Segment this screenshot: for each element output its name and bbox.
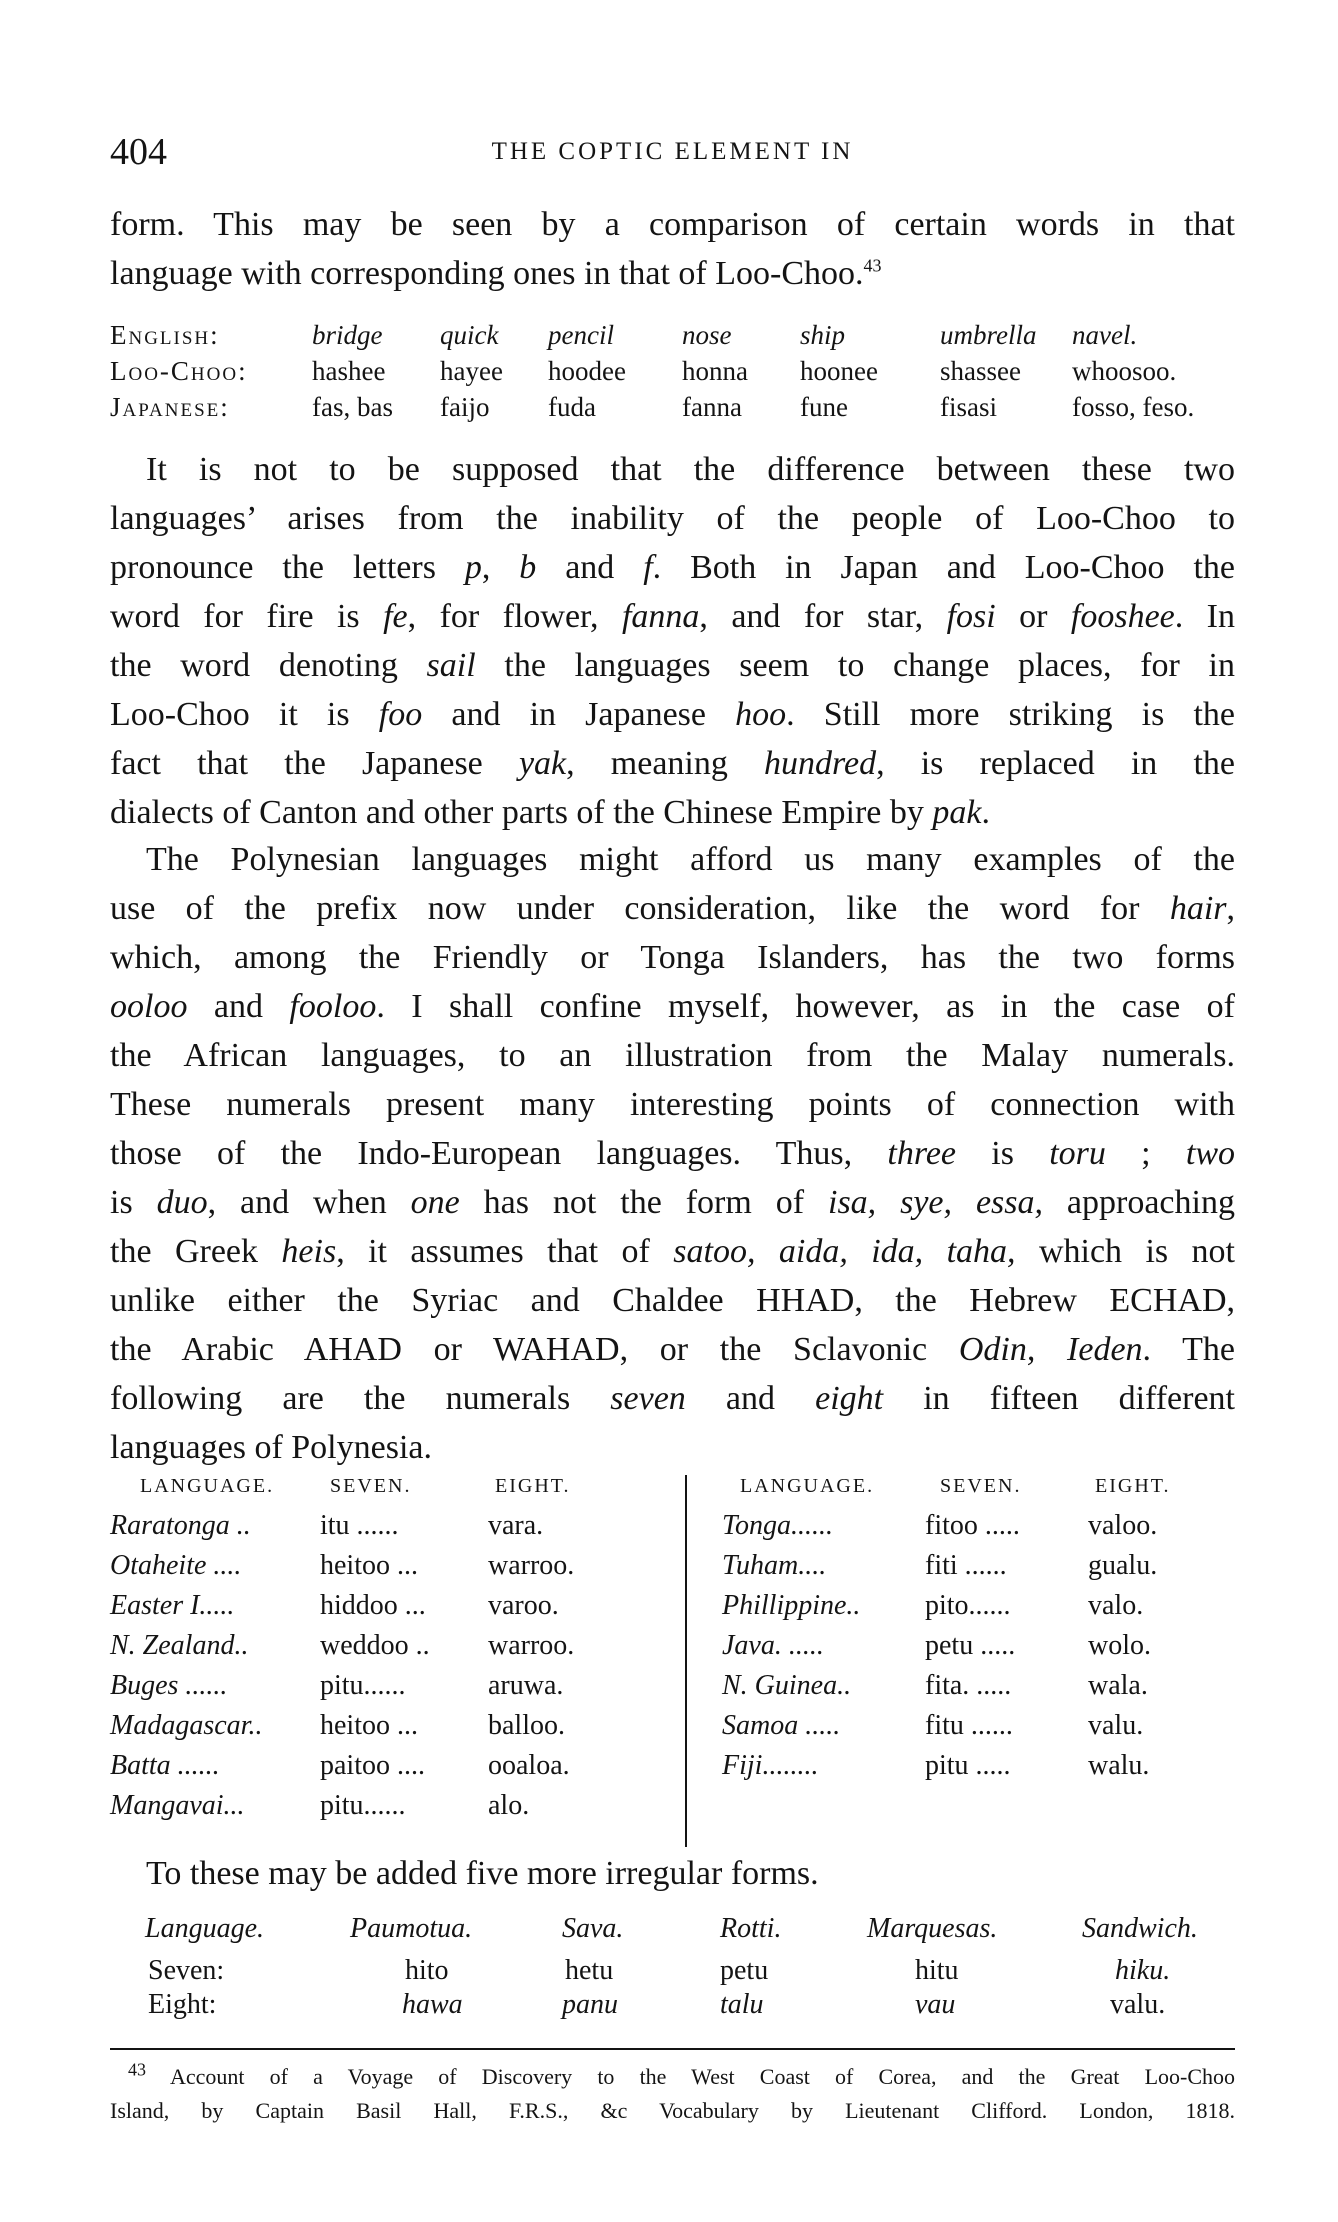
seven-value: pitu...... <box>320 1670 406 1701</box>
word: fune <box>800 392 848 422</box>
column-divider <box>685 1475 687 1847</box>
column-header-eight: EIGHT. <box>1095 1475 1171 1497</box>
word: faijo <box>440 392 490 422</box>
word: shassee <box>940 356 1021 386</box>
word: fosso, feso. <box>1072 392 1195 422</box>
language-name: Otaheite .... <box>110 1550 242 1581</box>
seven-value: hito <box>405 1955 449 1986</box>
eight-value: varoo. <box>488 1590 559 1621</box>
language-name: Mangavai... <box>110 1790 245 1821</box>
seven-value: pitu...... <box>320 1790 406 1821</box>
column-header-language: LANGUAGE. <box>740 1475 875 1497</box>
italic-term: duo <box>156 1184 208 1221</box>
word: hashee <box>312 356 386 386</box>
text-line <box>110 739 1235 788</box>
text-line: form. This may be seen by a comparison of certain words in that <box>110 206 1235 243</box>
row-label: Seven: <box>148 1955 225 1986</box>
seven-value: fitu ...... <box>925 1710 1013 1741</box>
text-line: languages’ arises from the inability of the people of Loo-Choo to <box>110 500 1235 537</box>
seven-value: weddoo .. <box>320 1630 430 1661</box>
italic-term: fooloo <box>289 988 377 1025</box>
footnote-line <box>110 2060 1235 2094</box>
footnote-ref: 43 <box>863 255 882 276</box>
row-label: Eight: <box>148 1989 217 2020</box>
text-segment: fact that the Japanese <box>110 745 519 782</box>
text-segment: . Both in Japan and Loo-Choo the <box>652 549 1236 586</box>
eight-value: valoo. <box>1088 1510 1158 1541</box>
column-header-language: LANGUAGE. <box>140 1475 275 1497</box>
word: fanna <box>682 392 742 422</box>
text-line: The Polynesian languages might afford us many examples of the <box>146 841 1235 878</box>
column-header-eight: EIGHT. <box>495 1475 571 1497</box>
column-header-seven: SEVEN. <box>940 1475 1022 1497</box>
text-line: which, among the Friendly or Tonga Islanders, has the two forms <box>110 939 1235 976</box>
intro-paragraph <box>110 200 1235 298</box>
eight-value: panu <box>562 1989 618 2020</box>
text-segment: , <box>481 549 520 586</box>
eight-value: ooaloa. <box>488 1750 570 1781</box>
italic-term: heis <box>281 1233 337 1270</box>
row-label: Loo-Choo: <box>110 356 248 386</box>
text-segment: those of the Indo-European languages. Thus, <box>110 1135 888 1172</box>
word: fisasi <box>940 392 997 422</box>
language-name: N. Zealand.. <box>110 1630 249 1661</box>
text-segment: . Still more striking is the <box>786 696 1235 733</box>
seven-value: hiku. <box>1115 1955 1171 1986</box>
text-segment: , and for star, <box>699 598 947 635</box>
word: hoodee <box>548 356 626 386</box>
comparison-row-english <box>110 320 1235 356</box>
text-segment: the Greek <box>110 1233 282 1270</box>
text-segment: ; <box>1105 1135 1186 1172</box>
eight-value: gualu. <box>1088 1550 1158 1581</box>
seven-value: paitoo .... <box>320 1750 425 1781</box>
language-name: N. Guinea.. <box>722 1670 852 1701</box>
italic-term: satoo, aida, ida, taha, <box>673 1233 1016 1270</box>
eight-value: warroo. <box>488 1630 575 1661</box>
eight-value: valu. <box>1088 1710 1144 1741</box>
text-segment: , for flower, <box>407 598 622 635</box>
italic-term: hoo <box>735 696 787 733</box>
word: nose <box>682 320 732 350</box>
seven-value: heitoo ... <box>320 1550 418 1581</box>
eight-value: talu <box>720 1989 764 2020</box>
text-segment: , it assumes that of <box>336 1233 674 1270</box>
language-name: Buges ...... <box>110 1670 228 1701</box>
text-segment: has not the form of <box>459 1184 828 1221</box>
text-line <box>110 592 1235 641</box>
page-header <box>110 130 1235 173</box>
text-segment: approaching <box>1043 1184 1235 1221</box>
seven-value: fitoo ..... <box>925 1510 1020 1541</box>
text-segment: Account of a Voyage of Discovery to the West Coast of Corea, and the Great Loo-Choo <box>169 2064 1236 2089</box>
text-line <box>110 1129 1235 1178</box>
italic-term: three <box>887 1135 957 1172</box>
text-line <box>110 1178 1235 1227</box>
text-segment: . <box>981 794 990 831</box>
column-header: Paumotua. <box>350 1913 473 1944</box>
eight-value: hawa <box>402 1989 463 2020</box>
seven-value: petu ..... <box>925 1630 1016 1661</box>
text-segment: , meaning <box>566 745 765 782</box>
seven-value: hiddoo ... <box>320 1590 426 1621</box>
italic-term: seven <box>610 1380 686 1417</box>
seven-value: itu ...... <box>320 1510 399 1541</box>
italic-term: foo <box>378 696 423 733</box>
text-segment: , and when <box>207 1184 411 1221</box>
text-line: the African languages, to an illustration from the Malay numerals. <box>110 1037 1235 1074</box>
irregular-forms-intro: To these may be added five more irregular forms. <box>146 1855 819 1892</box>
italic-term: yak <box>518 745 567 782</box>
text-line <box>110 690 1235 739</box>
text-line: It is not to be supposed that the difference between these two <box>146 451 1235 488</box>
text-segment: following are the numerals <box>110 1380 611 1417</box>
eight-value: walu. <box>1088 1750 1150 1781</box>
text-segment: the languages seem to change places, for in <box>475 647 1235 684</box>
text-line: languages of Polynesia. <box>110 1429 432 1466</box>
word: quick <box>440 320 499 350</box>
seven-value: heitoo ... <box>320 1710 418 1741</box>
language-name: Madagascar.. <box>110 1710 263 1741</box>
italic-term: hair <box>1169 890 1227 927</box>
seven-value: hetu <box>565 1955 614 1986</box>
column-header: Sava. <box>562 1913 624 1944</box>
language-name: Tuham.... <box>722 1550 827 1581</box>
word: whoosoo. <box>1072 356 1177 386</box>
word: hayee <box>440 356 503 386</box>
seven-value: pito...... <box>925 1590 1011 1621</box>
paragraph-polynesian <box>110 835 1235 1472</box>
word: umbrella <box>940 320 1037 350</box>
italic-term: sail <box>426 647 476 684</box>
italic-term: ooloo <box>110 988 188 1025</box>
language-name: Phillippine.. <box>722 1590 861 1621</box>
italic-term: hundred <box>764 745 877 782</box>
language-name: Batta ...... <box>110 1750 220 1781</box>
word: ship <box>800 320 846 350</box>
word: navel. <box>1072 320 1138 350</box>
italic-term: fanna <box>621 598 700 635</box>
eight-value: wolo. <box>1088 1630 1151 1661</box>
footnote <box>110 2060 1235 2128</box>
column-header: Marquesas. <box>867 1913 998 1944</box>
text-segment: is <box>110 1184 157 1221</box>
running-title: THE COPTIC ELEMENT IN <box>491 138 854 165</box>
text-line <box>110 1227 1235 1276</box>
text-line <box>110 884 1235 933</box>
text-line <box>110 788 1235 837</box>
text-line: These numerals present many interesting points of connection with <box>110 1086 1235 1123</box>
text-line <box>110 1374 1235 1423</box>
word: honna <box>682 356 748 386</box>
text-line <box>110 641 1235 690</box>
row-label: English: <box>110 320 220 350</box>
italic-term: b <box>519 549 537 586</box>
text-segment: or <box>995 598 1071 635</box>
language-name: Java. ..... <box>722 1630 824 1661</box>
italic-term: Odin, Ieden <box>958 1331 1143 1368</box>
eight-value: vara. <box>488 1510 544 1541</box>
footnote-number: 43 <box>128 2059 146 2080</box>
text-segment: the word denoting <box>110 647 427 684</box>
italic-term: eight <box>815 1380 884 1417</box>
text-segment: use of the prefix now under consideration, like the word for <box>110 890 1170 927</box>
column-header-seven: SEVEN. <box>330 1475 412 1497</box>
text-segment: and <box>187 988 290 1025</box>
text-segment: , is replaced in the <box>876 745 1236 782</box>
italic-term: pak <box>932 794 982 831</box>
text-line <box>110 249 1235 298</box>
language-name: Raratonga .. <box>110 1510 251 1541</box>
text-segment: which is not <box>1015 1233 1235 1270</box>
eight-value: warroo. <box>488 1550 575 1581</box>
page-number: 404 <box>110 131 167 173</box>
eight-value: wala. <box>1088 1670 1148 1701</box>
seven-value: petu <box>720 1955 769 1986</box>
eight-value: aruwa. <box>488 1670 564 1701</box>
eight-value: valu. <box>1110 1989 1166 2020</box>
italic-term: fosi <box>946 598 996 635</box>
language-name: Easter I..... <box>110 1590 235 1621</box>
seven-value: fiti ...... <box>925 1550 1007 1581</box>
comparison-row-japanese <box>110 392 1235 428</box>
text-segment: , <box>1226 890 1235 927</box>
text-segment: in fifteen different <box>883 1380 1235 1417</box>
italic-term: toru <box>1049 1135 1106 1172</box>
column-header: Rotti. <box>720 1913 782 1944</box>
footnote-rule <box>110 2048 1235 2050</box>
seven-value: hitu <box>915 1955 959 1986</box>
text-line <box>110 1325 1235 1374</box>
text-segment: and <box>685 1380 816 1417</box>
italic-term: f <box>643 549 653 586</box>
text-line <box>110 543 1235 592</box>
eight-value: valo. <box>1088 1590 1144 1621</box>
text-segment: . The <box>1142 1331 1235 1368</box>
language-name: Fiji........ <box>722 1750 819 1781</box>
text-segment: is <box>956 1135 1050 1172</box>
text-line <box>110 982 1235 1031</box>
text-segment: and <box>536 549 644 586</box>
eight-value: balloo. <box>488 1710 565 1741</box>
text-segment: the Arabic AHAD or WAHAD, or the Sclavonic <box>110 1331 959 1368</box>
numerals-table <box>110 1475 1235 1855</box>
word: fuda <box>548 392 596 422</box>
italic-term: fooshee <box>1070 598 1175 635</box>
text-segment: word for fire is <box>110 598 384 635</box>
italic-term: p <box>464 549 482 586</box>
text-segment: and in Japanese <box>422 696 736 733</box>
seven-value: fita. ..... <box>925 1670 1012 1701</box>
text-segment: language with corresponding ones in that of Loo-Choo. <box>110 255 864 292</box>
word: fas, bas <box>312 392 393 422</box>
column-header: Language. <box>145 1913 264 1944</box>
eight-value: vau <box>915 1989 956 2020</box>
italic-term: fe <box>383 598 408 635</box>
italic-term: one <box>410 1184 460 1221</box>
text-segment: dialects of Canton and other parts of the Chinese Empire by <box>110 794 933 831</box>
language-name: Tonga...... <box>722 1510 834 1541</box>
text-segment: . In <box>1174 598 1235 635</box>
column-header: Sandwich. <box>1082 1913 1198 1944</box>
seven-value: pitu ..... <box>925 1750 1011 1781</box>
word: hoonee <box>800 356 878 386</box>
italic-term: isa, sye, essa, <box>828 1184 1043 1221</box>
text-line: unlike either the Syriac and Chaldee HHAD, the Hebrew ECHAD, <box>110 1282 1235 1319</box>
footnote-line: Island, by Captain Basil Hall, F.R.S., &c Vocabulary by Lieutenant Clifford. London, 1818. <box>110 2098 1235 2123</box>
text-segment: Loo-Choo it is <box>110 696 379 733</box>
paragraph-loochoo-pronunciation <box>110 445 1235 837</box>
eight-value: alo. <box>488 1790 530 1821</box>
row-label: Japanese: <box>110 392 230 422</box>
italic-term: two <box>1185 1135 1235 1172</box>
word: pencil <box>548 320 614 350</box>
text-segment: pronounce the letters <box>110 549 465 586</box>
comparison-row-loochoo <box>110 356 1235 392</box>
text-segment: . I shall confine myself, however, as in the case of <box>376 988 1236 1025</box>
word: bridge <box>312 320 383 350</box>
language-name: Samoa ..... <box>722 1710 841 1741</box>
